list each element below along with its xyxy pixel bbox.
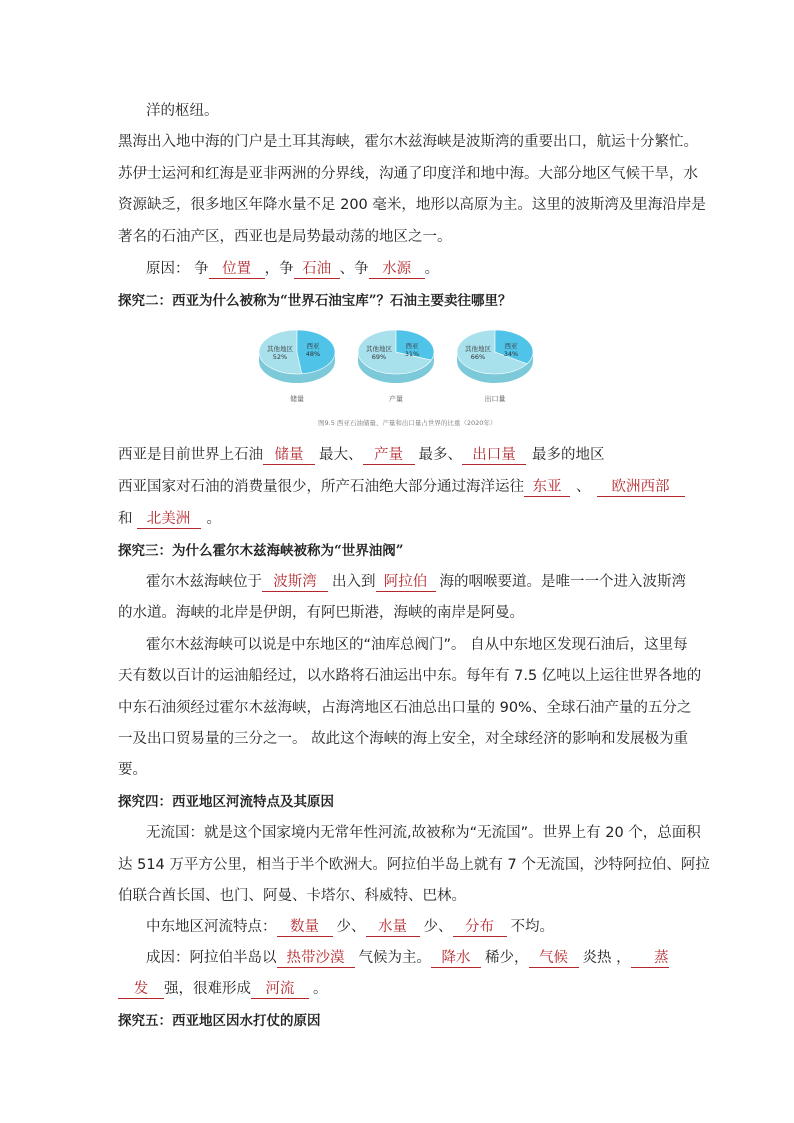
answer-blank: 储量 bbox=[263, 447, 315, 465]
answer-blank: 降水 bbox=[431, 950, 481, 968]
pie-caption: 出口量 bbox=[484, 395, 506, 403]
text-segment: 最多的地区 bbox=[532, 447, 605, 463]
answer-line bbox=[146, 572, 686, 592]
section-heading: 探究三：为什么霍尔木兹海峡被称为“世界油阀” bbox=[118, 543, 404, 559]
answer-blank: 位置 bbox=[209, 261, 265, 279]
answer-blank: 气候 bbox=[529, 950, 579, 968]
pie-label-west-asia: 西亚 bbox=[405, 342, 419, 350]
answer-line bbox=[146, 948, 669, 968]
text-segment: 成因：阿拉伯半岛以 bbox=[146, 950, 277, 966]
pie-value-west-asia: 48% bbox=[305, 350, 321, 358]
pie-value-other: 66% bbox=[470, 353, 486, 361]
pie-value-west-asia: 34% bbox=[503, 350, 519, 358]
text-line: 天有数以百计的运油船经过，以水路将石油运出中东。每年有 7.5 亿吨以上运往世界各地的 bbox=[118, 668, 702, 684]
text-segment: 海的咽喉要道。是唯一一个进入波斯湾 bbox=[439, 574, 686, 590]
text-segment: 西亚是目前世界上石油 bbox=[118, 447, 263, 463]
section-heading: 探究二：西亚为什么被称为“世界石油宝库”？石油主要卖往哪里？ bbox=[118, 293, 512, 309]
text-segment: 出入到 bbox=[332, 574, 376, 590]
reason-prefix: 原因： 争 bbox=[146, 261, 209, 277]
answer-blank: 蒸 bbox=[631, 950, 669, 968]
answer-blank: 阿拉伯 bbox=[376, 574, 436, 592]
answer-line bbox=[118, 445, 605, 465]
text-line: 达 514 万平方公里，相当于半个欧洲大。阿拉伯半岛上就有 7 个无流国，沙特阿拉伯、阿拉 bbox=[118, 857, 710, 873]
answer-blank: 出口量 bbox=[462, 447, 526, 465]
pie-label-west-asia: 西亚 bbox=[306, 342, 320, 350]
text-line: 著名的石油产区，西亚也是局势最动荡的地区之一。 bbox=[118, 229, 452, 245]
answer-blank: 发 bbox=[118, 981, 164, 999]
answer-blank: 欧洲西部 bbox=[597, 479, 685, 497]
pie-chart-production bbox=[355, 326, 437, 404]
text-line: 霍尔木兹海峡可以说是中东地区的“油库总阀门”。 自从中东地区发现石油后，这里每 bbox=[146, 637, 688, 653]
text-line: 黑海出入地中海的门户是土耳其海峡，霍尔木兹海峡是波斯湾的重要出口，航运十分繁忙。 bbox=[118, 134, 698, 150]
text-segment: 、 bbox=[576, 479, 591, 495]
answer-blank: 数量 bbox=[277, 919, 333, 937]
answer-line bbox=[118, 477, 685, 497]
answer-blank: 热带沙漠 bbox=[277, 950, 355, 968]
text-line: 伯联合酋长国、也门、阿曼、卡塔尔、科威特、巴林。 bbox=[118, 888, 466, 904]
pie-svg bbox=[355, 326, 437, 390]
answer-line bbox=[118, 509, 221, 529]
text-line: 的水道。海峡的北岸是伊朗，有阿巴斯港，海峡的南岸是阿曼。 bbox=[118, 605, 524, 621]
text-segment: 。 bbox=[206, 511, 221, 527]
pie-svg bbox=[454, 326, 536, 390]
text-segment: ，争 bbox=[264, 261, 294, 277]
answer-line bbox=[118, 979, 328, 999]
answer-blank: 分布 bbox=[453, 919, 507, 937]
pie-value-other: 52% bbox=[272, 353, 288, 361]
text-line: 要。 bbox=[118, 762, 147, 778]
pie-caption: 产量 bbox=[389, 395, 403, 403]
pie-caption: 储量 bbox=[290, 395, 304, 403]
text-segment: 不均。 bbox=[510, 919, 554, 935]
section-heading: 探究四：西亚地区河流特点及其原因 bbox=[118, 794, 334, 810]
text-segment: 、争 bbox=[339, 261, 369, 277]
text-segment: 少、 bbox=[336, 919, 366, 935]
text-segment: 西亚国家对石油的消费量很少，所产石油绝大部分通过海洋运往 bbox=[118, 479, 524, 495]
pie-label-other: 其他地区 bbox=[267, 345, 293, 353]
pie-label-other: 其他地区 bbox=[366, 345, 392, 353]
pie-chart-export bbox=[454, 326, 536, 404]
pie-chart-reserves bbox=[256, 326, 338, 404]
pie-svg bbox=[256, 326, 338, 390]
answer-blank: 水源 bbox=[369, 261, 425, 279]
text-segment: 中东地区河流特点： bbox=[146, 919, 277, 935]
pie-value-other: 69% bbox=[371, 353, 387, 361]
pie-label-other: 其他地区 bbox=[465, 345, 491, 353]
text-segment: 。 bbox=[424, 261, 440, 277]
pie-value-west-asia: 31% bbox=[404, 350, 420, 358]
pie-label-west-asia: 西亚 bbox=[504, 342, 518, 350]
text-segment: 。 bbox=[313, 981, 328, 997]
answer-blank: 波斯湾 bbox=[262, 574, 328, 592]
text-line: 一及出口贸易量的三分之一。 故此这个海峡的海上安全，对全球经济的影响和发展极为重 bbox=[118, 731, 689, 747]
text-line: 无流国：就是这个国家境内无常年性河流,故被称为“无流国”。世界上有 20 个，总面积 bbox=[146, 825, 701, 841]
text-line: 洋的枢纽。 bbox=[146, 103, 219, 119]
answer-blank: 产量 bbox=[363, 447, 415, 465]
text-segment: 炎热 ， bbox=[582, 950, 631, 966]
answer-blank: 东亚 bbox=[524, 479, 570, 497]
text-line: 中东石油须经过霍尔木兹海峡，占海湾地区石油总出口量的 90%、全球石油产量的五分之 bbox=[118, 700, 692, 716]
answer-blank: 石油 bbox=[294, 261, 340, 279]
figure-caption: 图9.5 西亚石油储量、产量和出口量占世界的比重（2020年） bbox=[318, 419, 497, 427]
text-segment: 霍尔木兹海峡位于 bbox=[146, 574, 262, 590]
text-segment: 和 bbox=[118, 511, 133, 527]
text-segment: 稀少， bbox=[485, 950, 529, 966]
answer-blank: 河流 bbox=[251, 981, 309, 999]
text-segment: 气候为主。 bbox=[358, 950, 431, 966]
answer-blank: 北美洲 bbox=[137, 511, 201, 529]
text-segment: 最大、 bbox=[319, 447, 363, 463]
text-line: 资源缺乏，很多地区年降水量不足 200 毫米，地形以高原为主。这里的波斯湾及里海沿岸是 bbox=[118, 197, 706, 213]
section-heading: 探究五：西亚地区因水打仗的原因 bbox=[118, 1013, 321, 1029]
answer-blank: 水量 bbox=[366, 919, 420, 937]
text-segment: 最多、 bbox=[418, 447, 462, 463]
reason-line bbox=[146, 259, 439, 279]
text-line: 苏伊士运河和红海是亚非两洲的分界线，沟通了印度洋和地中海。大部分地区气候干旱，水 bbox=[118, 166, 698, 182]
text-segment: 少、 bbox=[423, 919, 453, 935]
answer-line bbox=[146, 917, 554, 937]
text-segment: 强，很难形成 bbox=[164, 981, 251, 997]
